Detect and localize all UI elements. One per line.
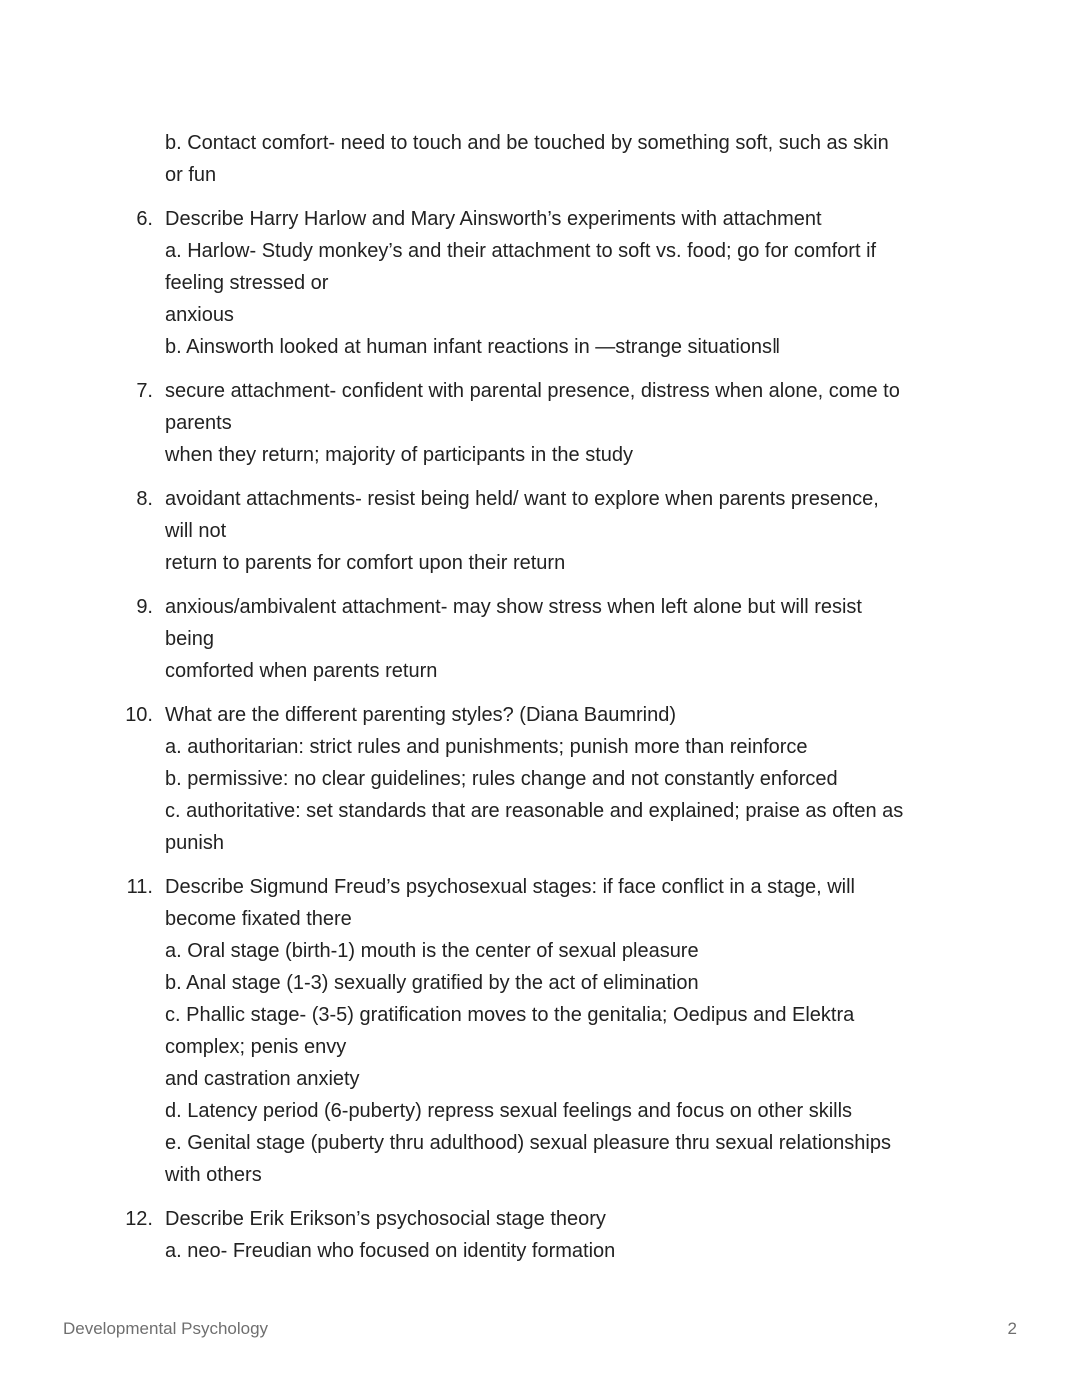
list-item-line [0,655,1080,687]
list-item-line [0,903,1080,935]
list-item-line [0,827,1080,859]
list-item-line [0,1203,1080,1235]
list-item-text: will not [165,520,227,542]
list-item-text: when they return; majority of participants in the study [165,444,634,466]
list-item-line [0,203,1080,235]
list-item-number: 7. [136,380,153,402]
item-spacer [0,687,1080,699]
list-item-text: parents [165,412,232,434]
item-spacer [0,579,1080,591]
list-item-number: 9. [136,596,153,618]
list-item-line [0,967,1080,999]
list-item-text: feeling stressed or [165,272,329,294]
list-item-text: b. Ainsworth looked at human infant reactions in ―strange situations‖ [165,336,781,358]
list-item [0,1203,1080,1267]
list-item-line [0,407,1080,439]
list-item-line [0,935,1080,967]
document-body [0,127,1080,1267]
list-item [0,127,1080,191]
list-item-text: d. Latency period (6-puberty) repress sexual feelings and focus on other skills [165,1100,853,1122]
list-item-line [0,235,1080,267]
item-spacer [0,859,1080,871]
list-item-text: punish [165,832,224,854]
page-number: 2 [1007,1319,1017,1338]
item-spacer [0,363,1080,375]
list-item-line [0,299,1080,331]
list-item-line [0,623,1080,655]
list-item-number: 6. [136,208,153,230]
list-item-line [0,699,1080,731]
list-item-text: being [165,628,214,650]
list-item [0,375,1080,471]
list-item-text: or fun [165,164,217,186]
list-item [0,483,1080,579]
list-item-line [0,871,1080,903]
footer-title: Developmental Psychology [63,1319,269,1338]
list-item-number: 11. [126,876,153,898]
list-item-text: a. Harlow- Study monkey’s and their attachment to soft vs. food; go for comfort if [165,240,877,262]
list-item-text: What are the different parenting styles? (Diana Baumrind) [165,704,677,726]
list-item [0,699,1080,859]
list-item-text: anxious/ambivalent attachment- may show stress when left alone but will resist [165,596,862,618]
list-item-line [0,1159,1080,1191]
list-item-text: e. Genital stage (puberty thru adulthood) sexual pleasure thru sexual relationships [165,1132,891,1154]
list-item-line [0,267,1080,299]
list-item-line [0,591,1080,623]
item-spacer [0,1191,1080,1203]
list-item-text: and castration anxiety [165,1068,360,1090]
list-item-line [0,1031,1080,1063]
list-item-text: c. authoritative: set standards that are reasonable and explained; praise as often as [165,800,904,822]
list-item-line [0,1063,1080,1095]
list-item-text: a. neo- Freudian who focused on identity formation [165,1240,616,1262]
list-item-text: comforted when parents return [165,660,438,682]
list-item [0,591,1080,687]
list-item-line [0,331,1080,363]
list-item-line [0,127,1080,159]
list-item-line [0,999,1080,1031]
list-item-text: with others [165,1164,262,1186]
list-item-line [0,1235,1080,1267]
list-item-line [0,1095,1080,1127]
list-item-line [0,375,1080,407]
list-item-text: b. Anal stage (1-3) sexually gratified by the act of elimination [165,972,699,994]
list-item-text: become fixated there [165,908,352,930]
list-item-number: 12. [125,1208,153,1230]
list-item [0,871,1080,1191]
list-item-line [0,1127,1080,1159]
list-item-line [0,547,1080,579]
list-item-text: a. authoritarian: strict rules and punishments; punish more than reinforce [165,736,808,758]
list-item-text: b. permissive: no clear guidelines; rules change and not constantly enforced [165,768,838,790]
list-item-text: Describe Harry Harlow and Mary Ainsworth’s experiments with attachment [165,208,822,230]
list-item-text: Describe Sigmund Freud’s psychosexual stages: if face conflict in a stage, will [165,876,855,898]
list-item-number: 10. [125,704,153,726]
list-item-text: secure attachment- confident with parental presence, distress when alone, come to [165,380,900,402]
list-item-number: 8. [136,488,153,510]
item-spacer [0,471,1080,483]
list-item-line [0,763,1080,795]
list-item [0,203,1080,363]
list-item-text: a. Oral stage (birth-1) mouth is the center of sexual pleasure [165,940,699,962]
list-item-line [0,483,1080,515]
list-item-line [0,515,1080,547]
list-item-text: b. Contact comfort- need to touch and be touched by something soft, such as skin [165,132,889,154]
list-item-text: c. Phallic stage- (3-5) gratification moves to the genitalia; Oedipus and Elektra [165,1004,855,1026]
list-item-line [0,439,1080,471]
list-item-text: Describe Erik Erikson’s psychosocial stage theory [165,1208,606,1230]
item-spacer [0,191,1080,203]
list-item-text: avoidant attachments- resist being held/ want to explore when parents presence, [165,488,879,510]
list-item-text: return to parents for comfort upon their return [165,552,566,574]
list-item-text: complex; penis envy [165,1036,347,1058]
list-item-line [0,159,1080,191]
list-item-line [0,795,1080,827]
list-item-text: anxious [165,304,234,326]
list-item-line [0,731,1080,763]
